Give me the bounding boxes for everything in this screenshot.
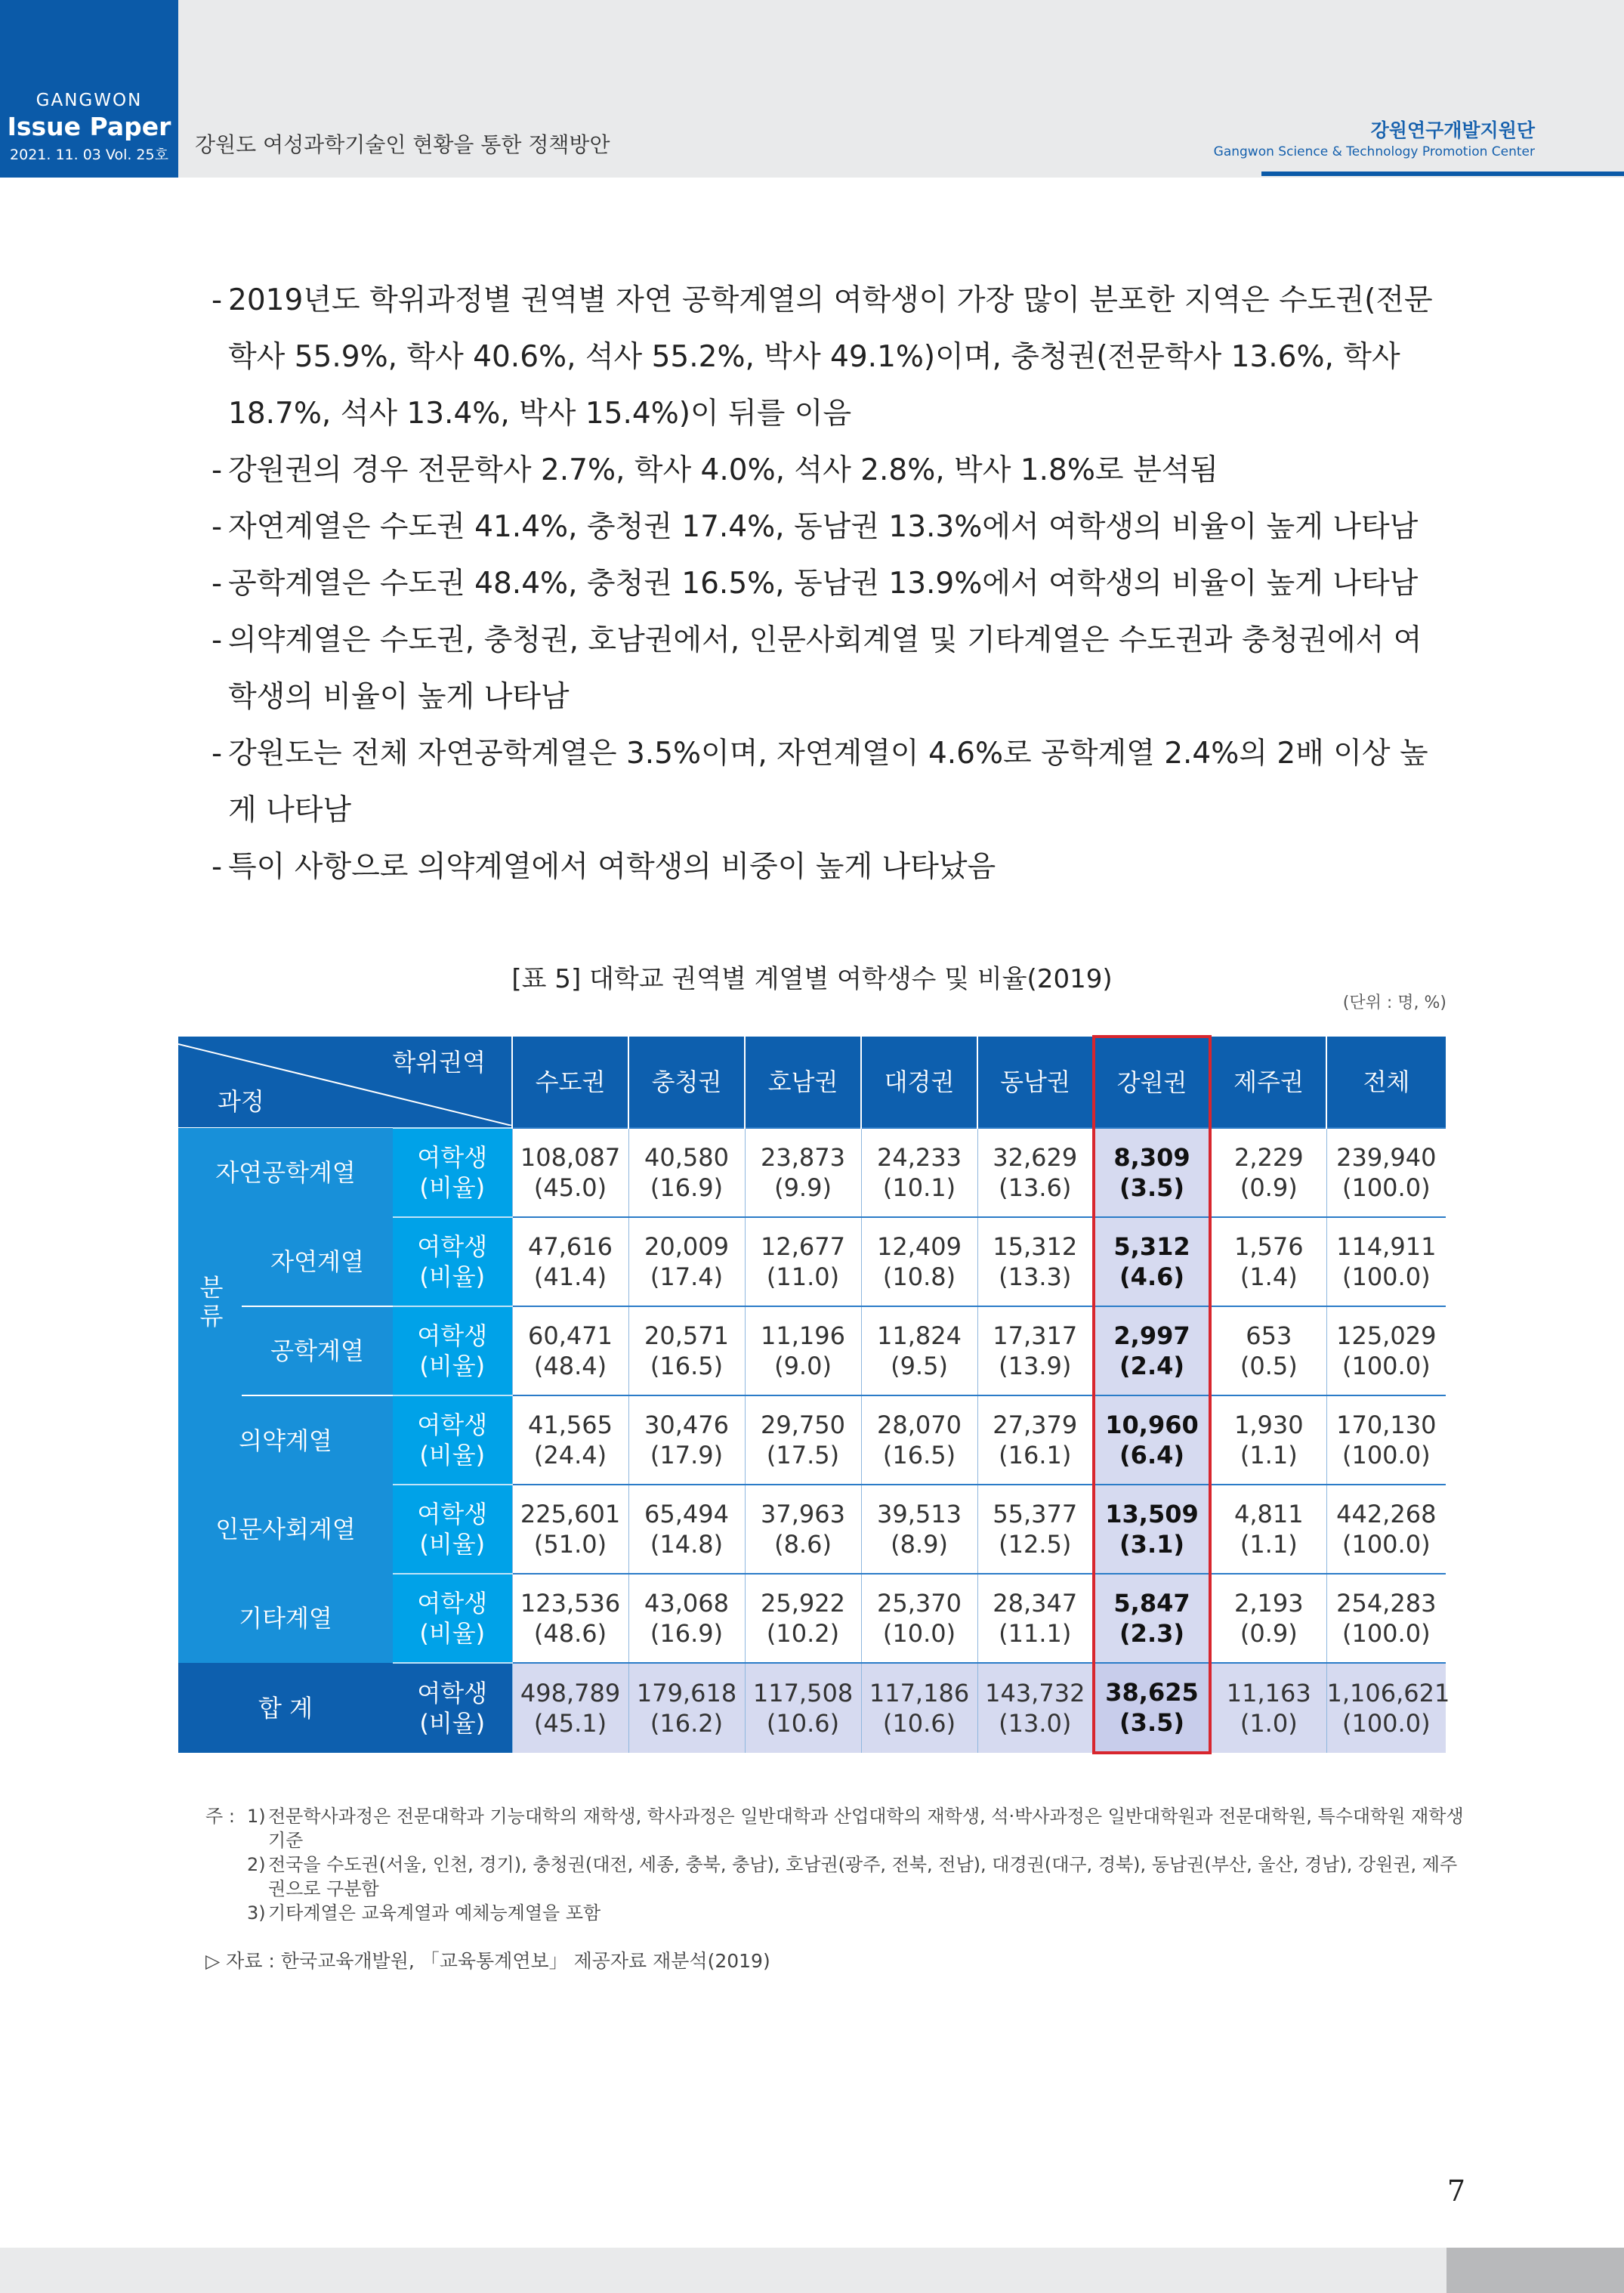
count-value: 225,601 (520, 1500, 621, 1528)
bun-label (178, 1217, 242, 1395)
col-header: 제주권 (1210, 1037, 1326, 1128)
count-value: 8,309 (1113, 1143, 1190, 1172)
ratio-value: (51.0) (533, 1530, 607, 1559)
ratio-value: (11.0) (766, 1262, 840, 1291)
value-cell (512, 1217, 628, 1306)
count-value: 25,922 (761, 1589, 845, 1618)
count-value: 5,312 (1113, 1232, 1190, 1261)
value-cell (512, 1663, 628, 1753)
note-item (205, 1901, 1467, 1925)
count-value: 23,873 (761, 1143, 845, 1172)
value-cell (1210, 1663, 1326, 1753)
count-value: 12,409 (877, 1232, 962, 1261)
ratio-value: (48.4) (533, 1352, 607, 1380)
ratio-value: (100.0) (1341, 1441, 1431, 1469)
value-cell (861, 1574, 977, 1663)
value-cell (628, 1574, 745, 1663)
col-header: 충청권 (628, 1037, 745, 1128)
value-cell (1094, 1395, 1210, 1485)
table-unit: (단위 : 명, %) (1342, 994, 1446, 1012)
note-text: 기타계열은 교육계열과 예체능계열을 포함 (268, 1902, 601, 1924)
bullet-list (211, 272, 1450, 895)
row-label: 합 계 (178, 1663, 393, 1753)
value-cell (1094, 1128, 1210, 1217)
count-value: 28,070 (877, 1411, 962, 1439)
corner-cell (178, 1037, 512, 1128)
row-label: 인문사회계열 (178, 1485, 393, 1574)
ratio-value: (17.9) (650, 1441, 724, 1469)
ratio-value: (16.2) (650, 1709, 724, 1738)
row-label: 기타계열 (178, 1574, 393, 1663)
count-value: 653 (1246, 1321, 1292, 1350)
brand-date: 2021. 11. 03 Vol. 25호 (10, 147, 168, 163)
ratio-value: (10.6) (882, 1709, 956, 1738)
ratio-value: (16.9) (650, 1173, 724, 1202)
count-value: 28,347 (993, 1589, 1078, 1618)
ratio-value: (100.0) (1341, 1262, 1431, 1291)
col-header: 수도권 (512, 1037, 628, 1128)
ratio-value: (100.0) (1341, 1352, 1431, 1380)
ratio-value: (8.6) (774, 1530, 832, 1559)
table-title: [표 5] 대학교 권역별 계열별 여학생수 및 비율(2019) (511, 964, 1113, 994)
value-cell (1210, 1217, 1326, 1306)
table-notes (205, 1804, 1467, 1925)
ratio-value: (1.1) (1240, 1441, 1298, 1469)
value-cell (745, 1395, 861, 1485)
count-value: 41,565 (528, 1411, 613, 1439)
brand-main: Issue Paper (7, 112, 171, 141)
value-cell (512, 1128, 628, 1217)
count-value: 25,370 (877, 1589, 962, 1618)
ratio-value: (9.5) (891, 1352, 948, 1380)
value-cell (977, 1574, 1094, 1663)
value-cell (628, 1306, 745, 1395)
ratio-value: (13.0) (999, 1709, 1072, 1738)
value-cell (1326, 1128, 1446, 1217)
count-value: 47,616 (528, 1232, 613, 1261)
count-value: 1,930 (1233, 1411, 1304, 1439)
source-note: ▷ 자료 : 한국교육개발원, 「교육통계연보」 제공자료 재분석(2019) (205, 1950, 770, 1972)
ratio-value: (6.4) (1119, 1441, 1184, 1469)
count-value: 43,068 (644, 1589, 729, 1618)
note-item (205, 1804, 1467, 1853)
count-value: 55,377 (993, 1500, 1078, 1528)
value-cell (628, 1128, 745, 1217)
ratio-value: (1.1) (1240, 1530, 1298, 1559)
ratio-value: (100.0) (1341, 1709, 1431, 1738)
count-value: 239,940 (1336, 1143, 1437, 1172)
value-cell (977, 1395, 1094, 1485)
value-cell (745, 1128, 861, 1217)
value-cell (1326, 1395, 1446, 1485)
count-value: 11,196 (761, 1321, 845, 1350)
ratio-value: (10.1) (882, 1173, 956, 1202)
value-cell (977, 1663, 1094, 1753)
ratio-value: (8.9) (891, 1530, 948, 1559)
col-header: 대경권 (861, 1037, 977, 1128)
ratio-value: (41.4) (533, 1262, 607, 1291)
ratio-value: (10.0) (882, 1619, 956, 1648)
table-row (178, 1574, 1446, 1663)
count-value: 11,824 (877, 1321, 962, 1350)
bullet-item: - 특이 사항으로 의약계열에서 여학생의 비중이 높게 나타났음 (211, 839, 1450, 895)
bun-text: 분류 (196, 1274, 224, 1332)
ratio-value: (0.9) (1240, 1173, 1298, 1202)
value-cell (861, 1395, 977, 1485)
ratio-value: (0.9) (1240, 1619, 1298, 1648)
ratio-value: (13.6) (999, 1173, 1072, 1202)
value-cell (1210, 1574, 1326, 1663)
unit-label: 여학생 (비율) (393, 1395, 512, 1485)
count-value: 2,193 (1233, 1589, 1304, 1618)
count-value: 20,571 (644, 1321, 729, 1350)
row-label: 자연계열 (242, 1217, 393, 1306)
count-value: 60,471 (528, 1321, 613, 1350)
page-footer (0, 2248, 1624, 2293)
value-cell (977, 1306, 1094, 1395)
count-value: 117,186 (869, 1679, 970, 1707)
unit-label: 여학생 (비율) (393, 1574, 512, 1663)
page-number: 7 (1446, 2174, 1465, 2208)
count-value: 24,233 (877, 1143, 962, 1172)
count-value: 13,509 (1105, 1500, 1199, 1528)
corner-top-label: 학위권역 (392, 1048, 486, 1077)
ratio-value: (17.5) (766, 1441, 840, 1469)
count-value: 12,677 (761, 1232, 845, 1261)
count-value: 498,789 (520, 1679, 621, 1707)
ratio-value: (3.1) (1119, 1530, 1184, 1559)
value-cell (1094, 1217, 1210, 1306)
ratio-value: (100.0) (1341, 1619, 1431, 1648)
value-cell (1210, 1128, 1326, 1217)
ratio-value: (11.1) (999, 1619, 1072, 1648)
value-cell (1094, 1663, 1210, 1753)
ratio-value: (0.5) (1240, 1352, 1298, 1380)
value-cell (628, 1395, 745, 1485)
ratio-value: (9.0) (774, 1352, 832, 1380)
value-cell (628, 1485, 745, 1574)
ratio-value: (2.4) (1119, 1352, 1184, 1380)
count-value: 2,229 (1233, 1143, 1304, 1172)
ratio-value: (16.5) (650, 1352, 724, 1380)
note-num: 1) (247, 1806, 266, 1827)
ratio-value: (10.8) (882, 1262, 956, 1291)
ratio-value: (100.0) (1341, 1173, 1431, 1202)
org-name-en: Gangwon Science & Technology Promotion Center (1213, 144, 1535, 159)
value-cell (1326, 1574, 1446, 1663)
value-cell (1094, 1574, 1210, 1663)
row-label: 자연공학계열 (178, 1128, 393, 1217)
value-cell (977, 1217, 1094, 1306)
count-value: 11,163 (1226, 1679, 1311, 1707)
count-value: 17,317 (993, 1321, 1078, 1350)
value-cell (628, 1663, 745, 1753)
value-cell (1326, 1663, 1450, 1753)
ratio-value: (1.0) (1240, 1709, 1298, 1738)
ratio-value: (4.6) (1119, 1262, 1184, 1291)
col-header-gangwon: 강원권 (1094, 1037, 1210, 1128)
count-value: 442,268 (1336, 1500, 1437, 1528)
ratio-value: (100.0) (1341, 1530, 1431, 1559)
count-value: 2,997 (1113, 1321, 1190, 1350)
table-row-total (178, 1663, 1446, 1753)
note-text: 전국을 수도권(서울, 인천, 경기), 충청권(대전, 세종, 충북, 충남), 호남권(광주, 전북, 전남), 대경권(대구, 경북), 동남권(부산, 울산, 경남), 강원권, 제주권으로 구분함 (268, 1854, 1458, 1899)
note-lead: 주 : (205, 1806, 235, 1827)
ratio-value: (10.2) (766, 1619, 840, 1648)
page-header (0, 0, 1624, 178)
count-value: 38,625 (1105, 1678, 1199, 1707)
value-cell (1094, 1485, 1210, 1574)
unit-label: 여학생 (비율) (393, 1217, 512, 1306)
table-row (178, 1128, 1446, 1217)
bullet-item: - 강원도는 전체 자연공학계열은 3.5%이며, 자연계열이 4.6%로 공학계열 2.4%의 2배 이상 높게 나타남 (211, 725, 1450, 839)
bullet-item: - 의약계열은 수도권, 충청권, 호남권에서, 인문사회계열 및 기타계열은 수도권과 충청권에서 여학생의 비율이 높게 나타남 (211, 612, 1450, 725)
ratio-value: (9.9) (774, 1173, 832, 1202)
corner-bottom-label: 과정 (218, 1087, 264, 1116)
bullet-item: - 2019년도 학위과정별 권역별 자연 공학계열의 여학생이 가장 많이 분포한 지역은 수도권(전문학사 55.9%, 학사 40.6%, 석사 55.2%, 박사 49.1%)이며, 충청권(전문학사 13.6%, 학사 18.7%, 석사 13.4%, 박사 15.4%)이 뒤를 이음 (211, 272, 1450, 442)
value-cell (512, 1306, 628, 1395)
count-value: 29,750 (761, 1411, 845, 1439)
value-cell (861, 1306, 977, 1395)
ratio-value: (24.4) (533, 1441, 607, 1469)
note-text: 전문학사과정은 전문대학과 기능대학의 재학생, 학사과정은 일반대학과 산업대학의 재학생, 석·박사과정은 일반대학원과 전문대학원, 특수대학원 재학생 기준 (268, 1806, 1464, 1851)
count-value: 114,911 (1336, 1232, 1437, 1261)
brand-top: GANGWON (36, 91, 143, 110)
count-value: 30,476 (644, 1411, 729, 1439)
count-value: 32,629 (993, 1143, 1078, 1172)
col-header: 전체 (1326, 1037, 1446, 1128)
ratio-value: (3.5) (1119, 1708, 1184, 1737)
count-value: 254,283 (1336, 1589, 1437, 1618)
count-value: 125,029 (1336, 1321, 1437, 1350)
ratio-value: (3.5) (1119, 1173, 1184, 1202)
value-cell (1210, 1485, 1326, 1574)
ratio-value: (16.9) (650, 1619, 724, 1648)
ratio-value: (48.6) (533, 1619, 607, 1648)
note-num: 2) (247, 1854, 266, 1875)
count-value: 15,312 (993, 1232, 1078, 1261)
ratio-value: (13.3) (999, 1262, 1072, 1291)
value-cell (745, 1574, 861, 1663)
count-value: 37,963 (761, 1500, 845, 1528)
count-value: 170,130 (1336, 1411, 1437, 1439)
value-cell (628, 1217, 745, 1306)
value-cell (512, 1395, 628, 1485)
note-num: 3) (247, 1902, 266, 1924)
count-value: 20,009 (644, 1232, 729, 1261)
ratio-value: (16.1) (999, 1441, 1072, 1469)
unit-label: 여학생 (비율) (393, 1128, 512, 1217)
ratio-value: (13.9) (999, 1352, 1072, 1380)
count-value: 123,536 (520, 1589, 621, 1618)
ratio-value: (45.0) (533, 1173, 607, 1202)
count-value: 39,513 (877, 1500, 962, 1528)
value-cell (1210, 1306, 1326, 1395)
value-cell (861, 1128, 977, 1217)
org-name-ko: 강원연구개발지원단 (1370, 119, 1535, 141)
table-row (178, 1217, 1446, 1306)
value-cell (977, 1485, 1094, 1574)
value-cell (512, 1485, 628, 1574)
value-cell (1326, 1217, 1446, 1306)
count-value: 4,811 (1233, 1500, 1304, 1528)
count-value: 108,087 (520, 1143, 621, 1172)
ratio-value: (17.4) (650, 1262, 724, 1291)
bullet-item: - 공학계열은 수도권 48.4%, 충청권 16.5%, 동남권 13.9%에서 여학생의 비율이 높게 나타남 (211, 555, 1450, 612)
page-footer-accent (1446, 2248, 1624, 2293)
value-cell (861, 1217, 977, 1306)
value-cell (861, 1485, 977, 1574)
bullet-item: - 강원권의 경우 전문학사 2.7%, 학사 4.0%, 석사 2.8%, 박사 1.8%로 분석됨 (211, 442, 1450, 499)
header-title: 강원도 여성과학기술인 현황을 통한 정책방안 (195, 132, 610, 157)
value-cell (977, 1128, 1094, 1217)
unit-label: 여학생 (비율) (393, 1306, 512, 1395)
value-cell (745, 1485, 861, 1574)
count-value: 179,618 (636, 1679, 737, 1707)
unit-label: 여학생 (비율) (393, 1485, 512, 1574)
col-header: 호남권 (745, 1037, 861, 1128)
ratio-value: (2.3) (1119, 1619, 1184, 1648)
ratio-value: (12.5) (999, 1530, 1072, 1559)
row-label: 공학계열 (242, 1306, 393, 1395)
col-header: 동남권 (977, 1037, 1094, 1128)
value-cell (745, 1306, 861, 1395)
count-value: 1,576 (1233, 1232, 1304, 1261)
value-cell (1210, 1395, 1326, 1485)
ratio-value: (1.4) (1240, 1262, 1298, 1291)
data-table (178, 1035, 1450, 1754)
count-value: 10,960 (1105, 1411, 1199, 1439)
unit-label: 여학생 (비율) (393, 1663, 512, 1753)
note-item (205, 1853, 1467, 1901)
ratio-value: (10.6) (766, 1709, 840, 1738)
row-label: 의약계열 (178, 1395, 393, 1485)
count-value: 5,847 (1113, 1589, 1190, 1618)
value-cell (512, 1574, 628, 1663)
count-value: 65,494 (644, 1500, 729, 1528)
value-cell (745, 1217, 861, 1306)
count-value: 1,106,621 (1326, 1679, 1450, 1707)
count-value: 27,379 (993, 1411, 1078, 1439)
bullet-item: - 자연계열은 수도권 41.4%, 충청권 17.4%, 동남권 13.3%에서 여학생의 비율이 높게 나타남 (211, 499, 1450, 555)
value-cell (1326, 1306, 1446, 1395)
table-row (178, 1395, 1446, 1485)
ratio-value: (14.8) (650, 1530, 724, 1559)
value-cell (861, 1663, 977, 1753)
ratio-value: (16.5) (882, 1441, 956, 1469)
value-cell (1094, 1306, 1210, 1395)
value-cell (745, 1663, 861, 1753)
table-row (178, 1306, 1446, 1395)
ratio-value: (45.1) (533, 1709, 607, 1738)
org-underline (1261, 172, 1624, 176)
header-row (178, 1037, 1446, 1128)
count-value: 143,732 (985, 1679, 1085, 1707)
value-cell (1326, 1485, 1446, 1574)
table-row (178, 1485, 1446, 1574)
count-value: 40,580 (644, 1143, 729, 1172)
count-value: 117,508 (752, 1679, 854, 1707)
brand-block (0, 0, 178, 178)
